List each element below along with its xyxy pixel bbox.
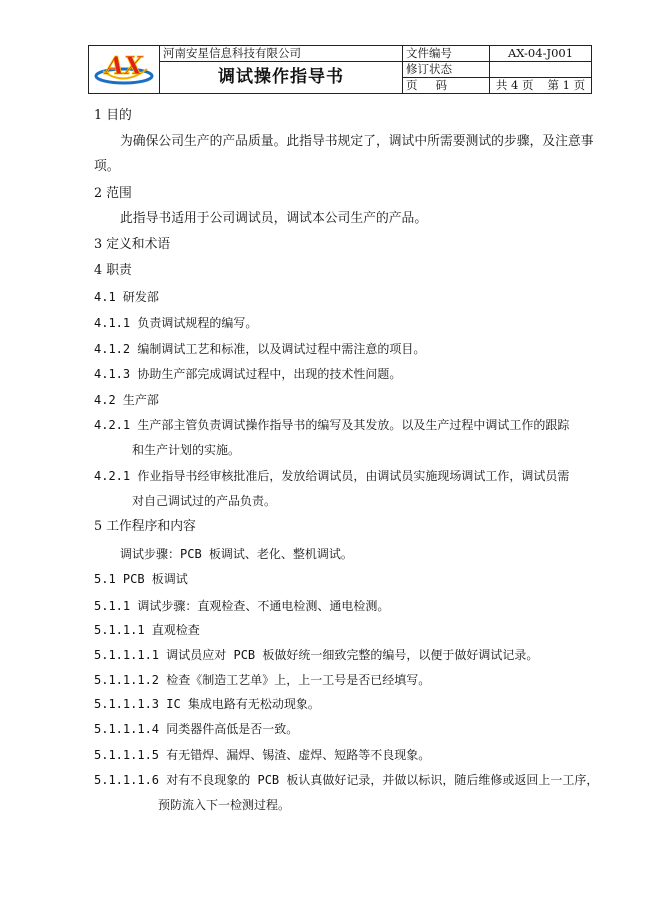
page-info (490, 78, 592, 94)
logo-text: AX (105, 50, 143, 80)
section-4-2-1: 4.2.1 生产部主管负责调试操作指导书的编写及其发放。以及生产过程中调试工作的跟踪 (94, 418, 570, 432)
section-5-1-1-1-1: 5.1.1.1.1 调试员应对 PCB 板做好统一细致完整的编号，以便于做好调试记录。 (94, 648, 539, 662)
section-4-2-1-cont: 和生产计划的实施。 (132, 443, 241, 457)
section-5-1-1-1-3: 5.1.1.1.3 IC 集成电路有无松动现象。 (94, 697, 320, 711)
company-logo-icon (93, 47, 155, 89)
document-header (88, 45, 592, 94)
section-5-1-1-1-4: 5.1.1.1.4 同类器件高低是否一致。 (94, 722, 299, 736)
section-4-2-1-b-cont: 对自己调试过的产品负责。 (132, 494, 277, 508)
section-5-1-heading: 5.1 PCB 板调试 (94, 572, 188, 586)
section-2-heading: 2 范围 (94, 186, 132, 201)
section-3-heading: 3 定义和术语 (94, 237, 171, 252)
section-4-2-1-b: 4.2.1 作业指导书经审核批准后，发放给调试员，由调试员实施现场调试工作，调试员需 (94, 469, 570, 483)
company-name: 河南安星信息科技有限公司 (160, 46, 403, 62)
section-5-1-1-1-6: 5.1.1.1.6 对有不良现象的 PCB 板认真做好记录，并做以标识，随后维修或返回上一工序， (94, 773, 599, 787)
section-4-1-3: 4.1.3 协助生产部完成调试过程中，出现的技术性问题。 (94, 367, 402, 381)
doc-no-label: 文件编号 (403, 46, 490, 62)
section-5-text: 调试步骤：PCB 板调试、老化、整机调试。 (120, 547, 353, 561)
section-4-1-2: 4.1.2 编制调试工艺和标准，以及调试过程中需注意的项目。 (94, 342, 426, 356)
document-title: 调试操作指导书 (160, 62, 403, 94)
section-5-1-1-1-5: 5.1.1.1.5 有无错焊、漏焊、锡渣、虚焊、短路等不良现象。 (94, 748, 431, 762)
section-5-1-1: 5.1.1 调试步骤：直观检查、不通电检测、通电检测。 (94, 599, 390, 613)
page-label: 页码 (403, 78, 490, 94)
revision-value (490, 62, 592, 78)
section-1-heading: 1 目的 (94, 108, 132, 123)
section-1-text: 为确保公司生产的产品质量。此指导书规定了，调试中所需要测试的步骤，及注意事 (120, 134, 594, 149)
page-current: 第 1 页 (547, 78, 586, 92)
doc-no-value: AX-04-J001 (490, 46, 592, 62)
section-1-text-cont: 项。 (94, 159, 120, 174)
section-5-1-1-1: 5.1.1.1 直观检查 (94, 623, 200, 637)
revision-label: 修订状态 (403, 62, 490, 78)
section-2-text: 此指导书适用于公司调试员，调试本公司生产的产品。 (120, 211, 428, 226)
page-total: 共 4 页 (495, 78, 534, 92)
section-4-2-heading: 4.2 生产部 (94, 393, 159, 407)
section-4-1-heading: 4.1 研发部 (94, 290, 159, 304)
company-logo (89, 46, 160, 94)
section-5-heading: 5 工作程序和内容 (94, 519, 196, 534)
section-5-1-1-1-2: 5.1.1.1.2 检查《制造工艺单》上，上一工号是否已经填写。 (94, 673, 431, 687)
section-4-1-1: 4.1.1 负责调试规程的编写。 (94, 316, 258, 330)
section-4-heading: 4 职责 (94, 263, 132, 278)
section-5-1-1-1-6-cont: 预防流入下一检测过程。 (158, 798, 291, 812)
